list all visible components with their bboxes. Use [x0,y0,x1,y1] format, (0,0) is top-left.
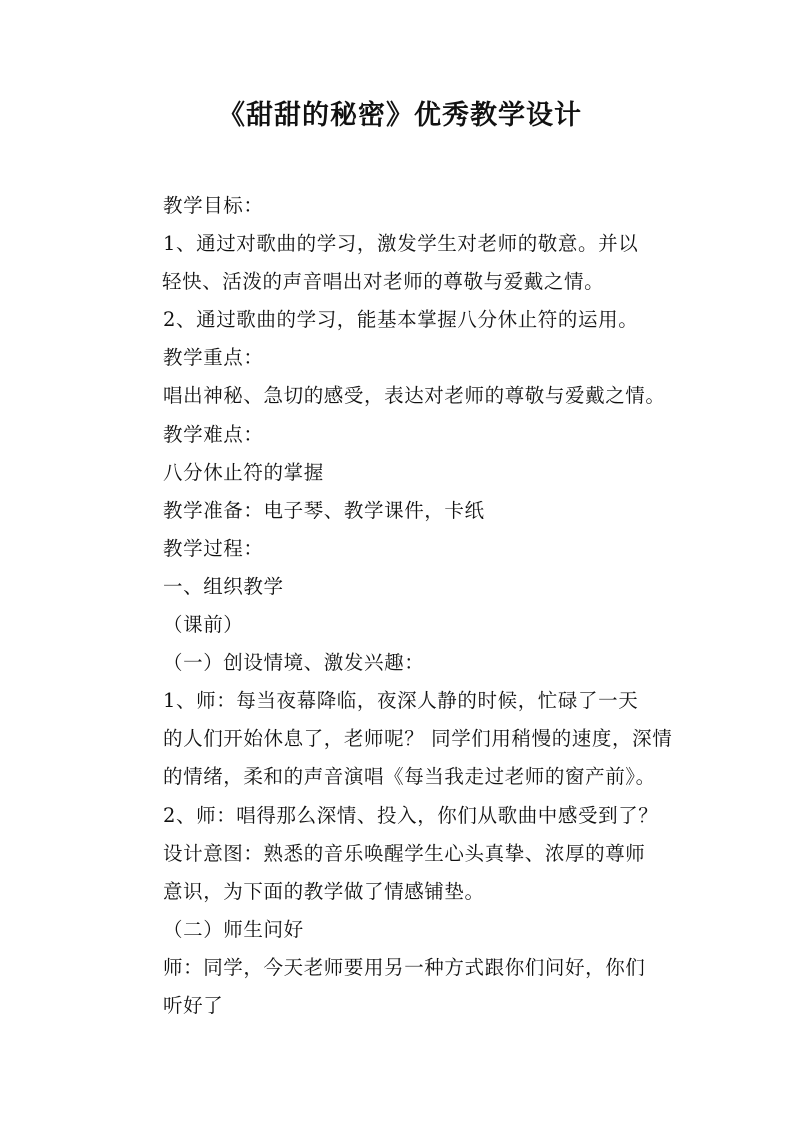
paragraph-line: （课前） [163,613,244,637]
paragraph-line: 教学准备：电子琴、教学课件，卡纸 [163,498,485,522]
paragraph-line: 唱出神秘、急切的感受，表达对老师的尊敬与爱戴之情。 [163,384,666,408]
document-body [0,187,800,1025]
paragraph-line: 2、通过歌曲的学习，能基本掌握八分休止符的运用。 [163,308,639,332]
subsection-heading: （一）创设情境、激发兴趣： [163,651,425,675]
paragraph-line: 的情绪，柔和的声音演唱《每当我走过老师的窗产前》。 [163,765,656,789]
document-title: 《甜甜的秘密》优秀教学设计 [218,100,582,131]
paragraph-line: 设计意图：熟悉的音乐唤醒学生心头真挚、浓厚的尊师 [163,841,646,865]
paragraph-line: 2、师：唱得那么深情、投入，你们从歌曲中感受到了？ [163,803,659,827]
paragraph-line: 意识，为下面的教学做了情感铺垫。 [163,879,485,903]
paragraph-line: 1、通过对歌曲的学习，激发学生对老师的敬意。并以 [163,232,639,256]
paragraph-line: 的人们开始休息了，老师呢？ 同学们用稍慢的速度，深情 [163,727,673,751]
section-heading-difficulties: 教学难点： [163,422,264,446]
section-heading-objectives: 教学目标： [163,194,264,217]
section-heading-key-points: 教学重点： [163,346,264,370]
paragraph-line: 师：同学，今天老师要用另一种方式跟你们问好，你们 [163,955,646,979]
paragraph-line: 轻快、活泼的声音唱出对老师的尊敬与爱戴之情。 [162,270,605,294]
paragraph-line: 听好了 [163,993,224,1017]
subsection-heading: （二）师生问好 [163,917,304,941]
section-heading-process: 教学过程： [163,536,264,560]
paragraph-line: 1、师：每当夜幕降临，夜深人静的时候，忙碌了一天 [163,689,639,713]
paragraph-line: 八分休止符的掌握 [163,460,324,484]
subsection-heading: 一、组织教学 [163,574,284,598]
